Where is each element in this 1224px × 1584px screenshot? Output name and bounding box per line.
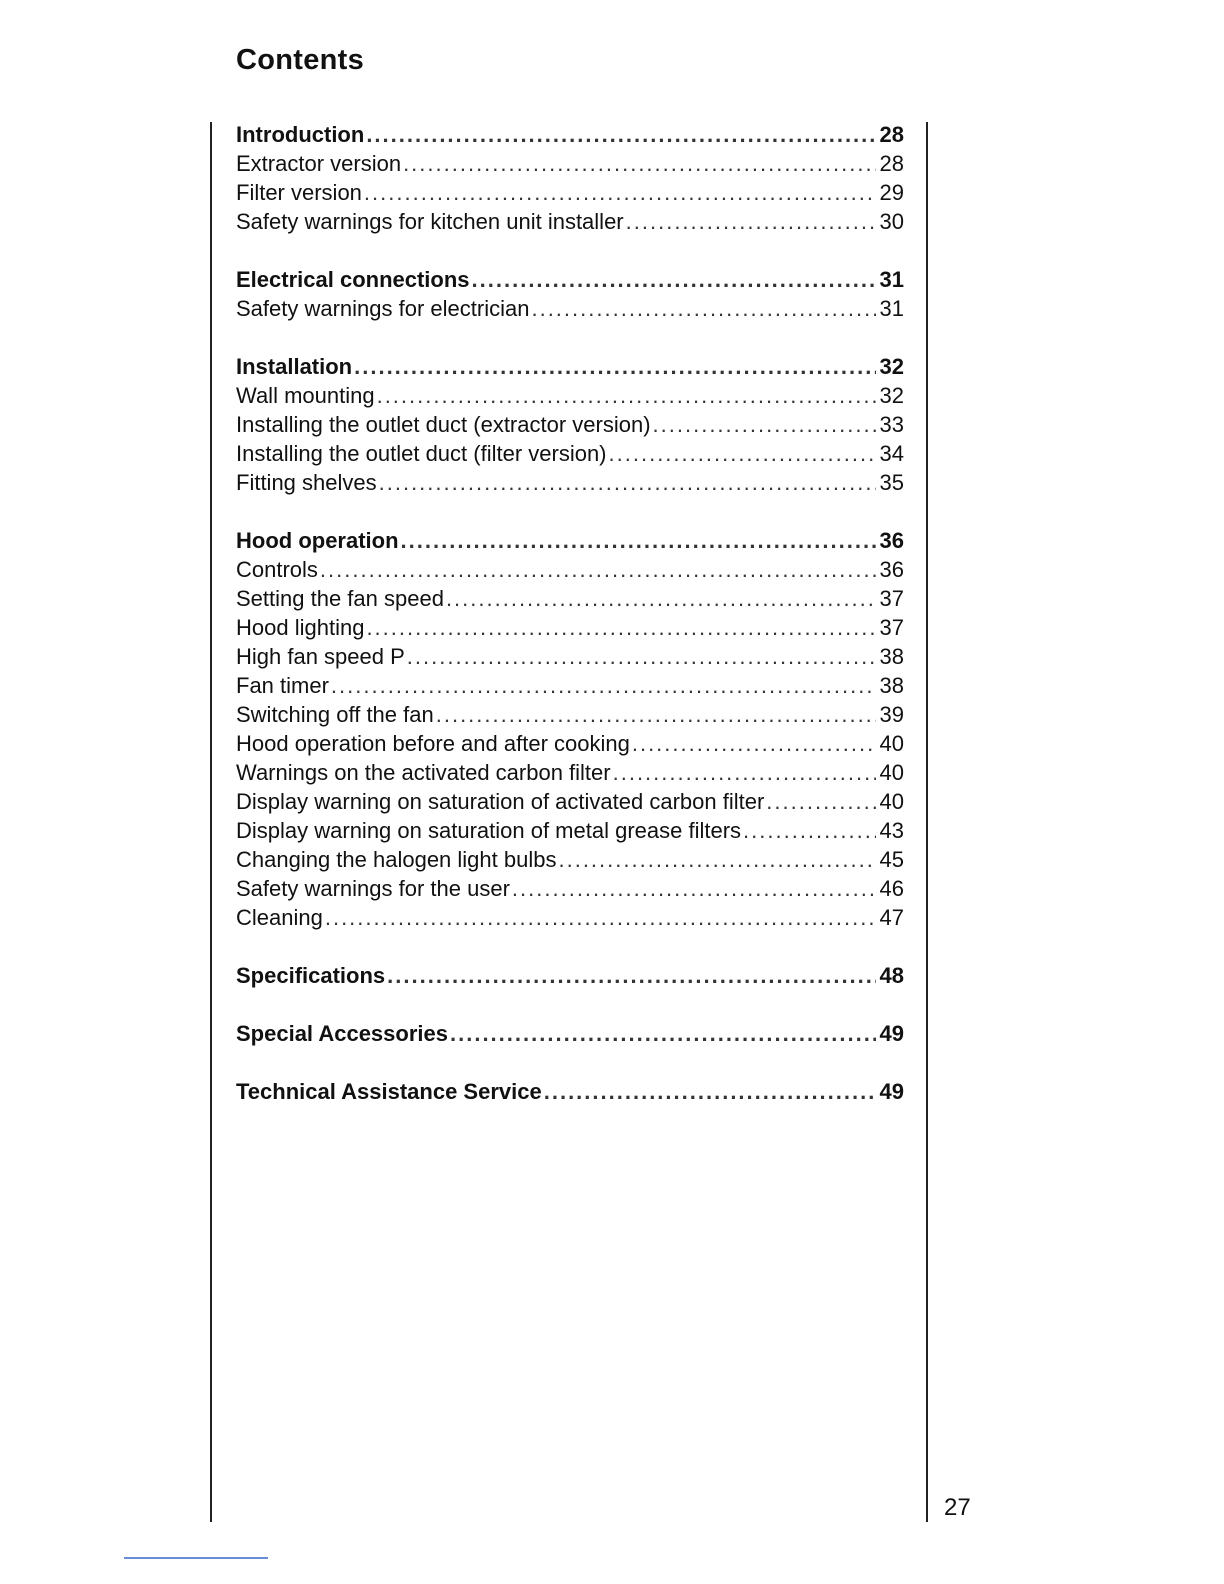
dot-leader: [320, 555, 876, 584]
toc-page-number: 40: [879, 789, 904, 814]
toc-page-number: 28: [879, 122, 904, 147]
toc-heading-entry[interactable]: [236, 961, 904, 990]
toc-entry[interactable]: [236, 700, 904, 729]
toc-entry[interactable]: [236, 468, 904, 497]
toc-page-number: 36: [879, 557, 904, 582]
toc-entry-label: Fan timer: [236, 673, 329, 698]
toc-entry-label: Changing the halogen light bulbs: [236, 847, 557, 872]
dot-leader: [609, 439, 876, 468]
dot-leader: [379, 468, 876, 497]
toc-page-number: 40: [879, 731, 904, 756]
toc-heading-entry[interactable]: [236, 526, 904, 555]
dot-leader: [331, 671, 876, 700]
dot-leader: [366, 120, 876, 149]
dot-leader: [632, 729, 876, 758]
toc-page-number: 32: [879, 354, 904, 379]
toc-page-number: 33: [879, 412, 904, 437]
toc-entry-label: Safety warnings for the user: [236, 876, 510, 901]
toc-entry[interactable]: [236, 787, 904, 816]
toc-heading-entry[interactable]: [236, 352, 904, 381]
toc-page-number: 31: [879, 296, 904, 321]
toc-entry-label: Filter version: [236, 180, 362, 205]
toc-entry-label: Extractor version: [236, 151, 402, 176]
dot-leader: [446, 584, 876, 613]
toc-entry[interactable]: [236, 903, 904, 932]
dot-leader: [377, 381, 876, 410]
toc-page-number: 46: [879, 876, 904, 901]
toc-page-number: 47: [879, 905, 904, 930]
toc-section: [236, 352, 904, 497]
dot-leader: [531, 294, 876, 323]
toc-entry[interactable]: [236, 294, 904, 323]
page-number: 27: [944, 1494, 971, 1521]
toc-entry-label: Setting the fan speed: [236, 586, 444, 611]
toc-entry-label: Fitting shelves: [236, 470, 377, 495]
toc-entry-label: Display warning on saturation of metal grease filters: [236, 818, 742, 843]
toc-section: [236, 1077, 904, 1106]
toc-heading-entry[interactable]: [236, 1019, 904, 1048]
footer-rule: [124, 1557, 268, 1559]
toc-page-number: 34: [879, 441, 904, 466]
toc-page-number: 32: [879, 383, 904, 408]
table-of-contents: [236, 120, 904, 1135]
toc-heading-label: Introduction: [236, 122, 365, 147]
toc-entry-label: Switching off the fan: [236, 702, 434, 727]
dot-leader: [407, 642, 876, 671]
toc-page-number: 29: [879, 180, 904, 205]
toc-entry-label: Safety warnings for kitchen unit installer: [236, 209, 624, 234]
toc-entry[interactable]: [236, 816, 904, 845]
toc-entry-label: Wall mounting: [236, 383, 375, 408]
dot-leader: [387, 961, 876, 990]
toc-entry[interactable]: [236, 874, 904, 903]
page-title: Contents: [236, 44, 365, 76]
toc-page-number: 30: [879, 209, 904, 234]
toc-entry[interactable]: [236, 555, 904, 584]
toc-entry-label: Warnings on the activated carbon filter: [236, 760, 611, 785]
toc-section: [236, 526, 904, 932]
toc-heading-entry[interactable]: [236, 120, 904, 149]
toc-entry[interactable]: [236, 729, 904, 758]
toc-entry[interactable]: [236, 671, 904, 700]
toc-entry[interactable]: [236, 439, 904, 468]
toc-entry[interactable]: [236, 410, 904, 439]
toc-heading-label: Installation: [236, 354, 353, 379]
toc-page-number: 37: [879, 586, 904, 611]
dot-leader: [512, 874, 876, 903]
dot-leader: [613, 758, 876, 787]
dot-leader: [653, 410, 876, 439]
toc-page-number: 35: [879, 470, 904, 495]
toc-entry-label: Hood lighting: [236, 615, 365, 640]
dot-leader: [436, 700, 876, 729]
toc-heading-entry[interactable]: [236, 265, 904, 294]
toc-page-number: 38: [879, 673, 904, 698]
dot-leader: [544, 1077, 876, 1106]
toc-page-number: 39: [879, 702, 904, 727]
toc-entry[interactable]: [236, 381, 904, 410]
toc-heading-label: Technical Assistance Service: [236, 1079, 542, 1104]
toc-entry[interactable]: [236, 642, 904, 671]
dot-leader: [401, 526, 876, 555]
toc-entry[interactable]: [236, 758, 904, 787]
toc-entry[interactable]: [236, 613, 904, 642]
dot-leader: [354, 352, 876, 381]
dot-leader: [558, 845, 876, 874]
toc-page-number: 43: [879, 818, 904, 843]
dot-leader: [743, 816, 876, 845]
toc-entry-label: Safety warnings for electrician: [236, 296, 530, 321]
right-vertical-rule: [926, 122, 928, 1522]
toc-page-number: 45: [879, 847, 904, 872]
dot-leader: [450, 1019, 876, 1048]
toc-entry[interactable]: [236, 845, 904, 874]
toc-entry-label: Installing the outlet duct (filter version): [236, 441, 607, 466]
toc-page-number: 36: [879, 528, 904, 553]
dot-leader: [766, 787, 876, 816]
toc-section: [236, 961, 904, 990]
toc-entry-label: Cleaning: [236, 905, 323, 930]
toc-heading-entry[interactable]: [236, 1077, 904, 1106]
dot-leader: [364, 178, 876, 207]
toc-heading-label: Hood operation: [236, 528, 399, 553]
toc-page-number: 38: [879, 644, 904, 669]
toc-entry-label: Installing the outlet duct (extractor version): [236, 412, 651, 437]
toc-section: [236, 1019, 904, 1048]
toc-entry[interactable]: [236, 584, 904, 613]
toc-entry[interactable]: [236, 207, 904, 236]
toc-section: [236, 265, 904, 323]
dot-leader: [366, 613, 876, 642]
dot-leader: [472, 265, 876, 294]
left-vertical-rule: [210, 122, 212, 1522]
dot-leader: [325, 903, 876, 932]
toc-page-number: 49: [879, 1079, 904, 1104]
dot-leader: [403, 149, 876, 178]
toc-entry-label: Display warning on saturation of activated carbon filter: [236, 789, 765, 814]
toc-page-number: 28: [879, 151, 904, 176]
dot-leader: [626, 207, 876, 236]
toc-page-number: 31: [879, 267, 904, 292]
toc-entry-label: High fan speed P: [236, 644, 405, 669]
toc-page-number: 49: [879, 1021, 904, 1046]
toc-heading-label: Specifications: [236, 963, 386, 988]
toc-entry-label: Hood operation before and after cooking: [236, 731, 630, 756]
toc-entry-label: Controls: [236, 557, 318, 582]
toc-entry[interactable]: [236, 178, 904, 207]
toc-heading-label: Special Accessories: [236, 1021, 448, 1046]
toc-page-number: 40: [879, 760, 904, 785]
toc-section: [236, 120, 904, 236]
toc-entry[interactable]: [236, 149, 904, 178]
toc-heading-label: Electrical connections: [236, 267, 470, 292]
toc-page-number: 48: [879, 963, 904, 988]
toc-page-number: 37: [879, 615, 904, 640]
